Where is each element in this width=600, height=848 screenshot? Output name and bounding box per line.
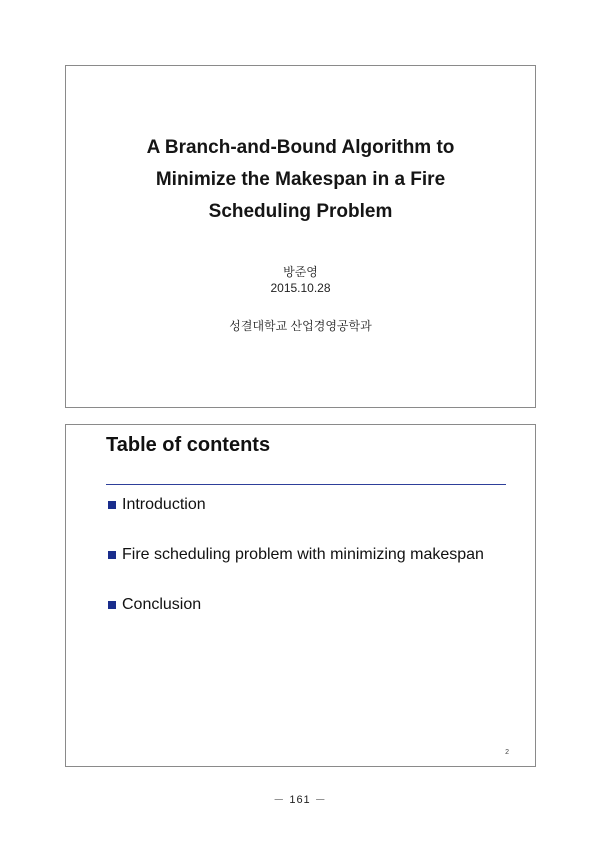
toc-item-label: Conclusion xyxy=(122,596,202,613)
author-name: 방준영 xyxy=(283,265,318,279)
title-line-3: Scheduling Problem xyxy=(208,201,393,222)
presentation-title xyxy=(66,132,535,228)
title-slide xyxy=(65,65,536,408)
affiliation: 성결대학교 산업경영공학과 xyxy=(229,319,372,333)
page-number: － 161 － xyxy=(273,794,327,806)
toc-item-introduction xyxy=(108,493,484,517)
heading-divider xyxy=(106,484,506,485)
square-bullet-icon xyxy=(108,551,116,559)
presentation-date: 2015.10.28 xyxy=(270,281,331,295)
toc-item-conclusion xyxy=(108,593,484,617)
contents-slide xyxy=(65,424,536,767)
title-line-2: Minimize the Makespan in a Fire xyxy=(155,169,446,190)
toc-item-fire-scheduling xyxy=(108,543,484,567)
toc-item-label: Introduction xyxy=(122,496,206,513)
square-bullet-icon xyxy=(108,501,116,509)
toc-heading: Table of contents xyxy=(106,434,271,456)
square-bullet-icon xyxy=(108,601,116,609)
toc-list xyxy=(108,493,484,643)
toc-item-label: Fire scheduling problem with minimizing makespan xyxy=(122,546,484,563)
title-line-1: A Branch-and-Bound Algorithm to xyxy=(146,137,455,158)
slide-number: 2 xyxy=(505,749,509,756)
